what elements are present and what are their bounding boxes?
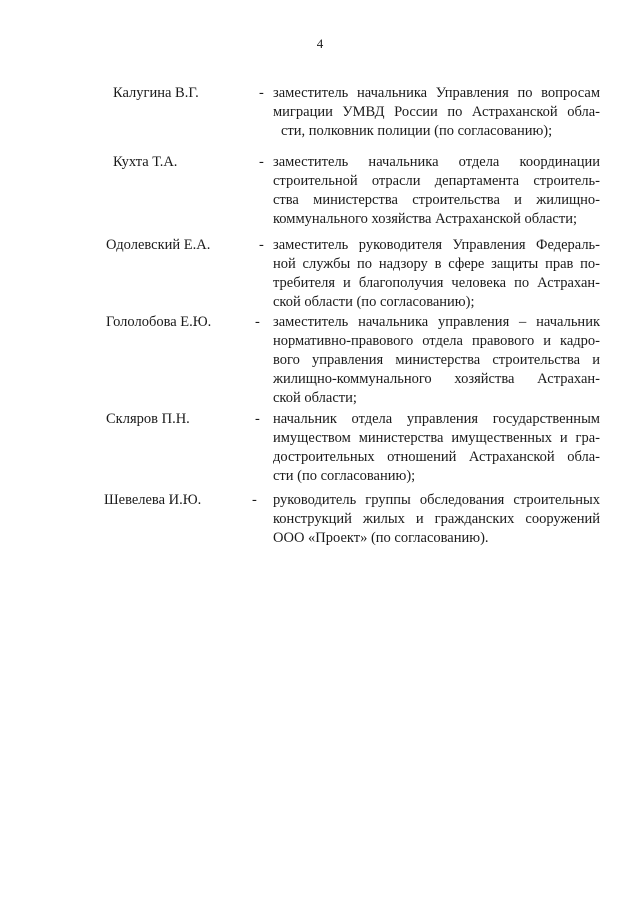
page-number: 4 bbox=[316, 36, 324, 51]
description-line: вого управления министерства строительства и bbox=[273, 352, 600, 368]
description-line: ООО «Проект» (по согласованию). bbox=[273, 530, 489, 546]
position-description bbox=[273, 84, 600, 141]
description-line: строительной отрасли департамента строитель- bbox=[273, 173, 600, 189]
description-line: имуществом министерства имущественных и гра- bbox=[273, 430, 600, 446]
dash-separator: - bbox=[259, 154, 264, 170]
description-line: ской области; bbox=[273, 390, 357, 406]
dash-separator: - bbox=[259, 85, 264, 101]
position-description bbox=[273, 313, 600, 408]
position-description bbox=[273, 410, 600, 486]
dash-separator: - bbox=[255, 314, 260, 330]
description-line: заместитель руководителя Управления Федераль- bbox=[273, 237, 600, 253]
person-name: Шевелева И.Ю. bbox=[104, 492, 202, 508]
description-line: конструкций жилых и гражданских сооружений bbox=[273, 511, 600, 527]
description-line: ской области (по согласованию); bbox=[273, 294, 475, 310]
position-description bbox=[273, 491, 600, 548]
description-line: жилищно-коммунального хозяйства Астрахан- bbox=[273, 371, 600, 387]
description-line: начальник отдела управления государственным bbox=[273, 411, 600, 427]
description-line: сти, полковник полиции (по согласованию); bbox=[281, 123, 553, 139]
person-name: Гололобова Е.Ю. bbox=[106, 314, 212, 330]
description-line: коммунального хозяйства Астраханской области; bbox=[273, 211, 577, 227]
position-description bbox=[273, 236, 600, 312]
person-name: Одолевский Е.А. bbox=[106, 237, 211, 253]
person-name: Скляров П.Н. bbox=[106, 411, 190, 427]
description-line: миграции УМВД России по Астраханской обла- bbox=[273, 104, 600, 120]
dash-separator: - bbox=[259, 237, 264, 253]
person-name: Кухта Т.А. bbox=[113, 154, 178, 170]
dash-separator: - bbox=[255, 411, 260, 427]
description-line: достроительных отношений Астраханской обла- bbox=[273, 449, 600, 465]
description-line: заместитель начальника отдела координации bbox=[273, 154, 600, 170]
description-line: ства министерства строительства и жилищно- bbox=[273, 192, 600, 208]
description-line: руководитель группы обследования строительных bbox=[273, 492, 600, 508]
description-line: ной службы по надзору в сфере защиты прав по- bbox=[273, 256, 600, 272]
description-line: заместитель начальника Управления по вопросам bbox=[273, 85, 600, 101]
description-line: заместитель начальника управления – начальник bbox=[273, 314, 600, 330]
dash-separator: - bbox=[252, 492, 257, 508]
position-description bbox=[273, 153, 600, 229]
description-line: требителя и благополучия человека по Астрахан- bbox=[273, 275, 600, 291]
description-line: сти (по согласованию); bbox=[273, 468, 416, 484]
person-name: Калугина В.Г. bbox=[113, 85, 199, 101]
description-line: нормативно-правового отдела правового и кадро- bbox=[273, 333, 600, 349]
